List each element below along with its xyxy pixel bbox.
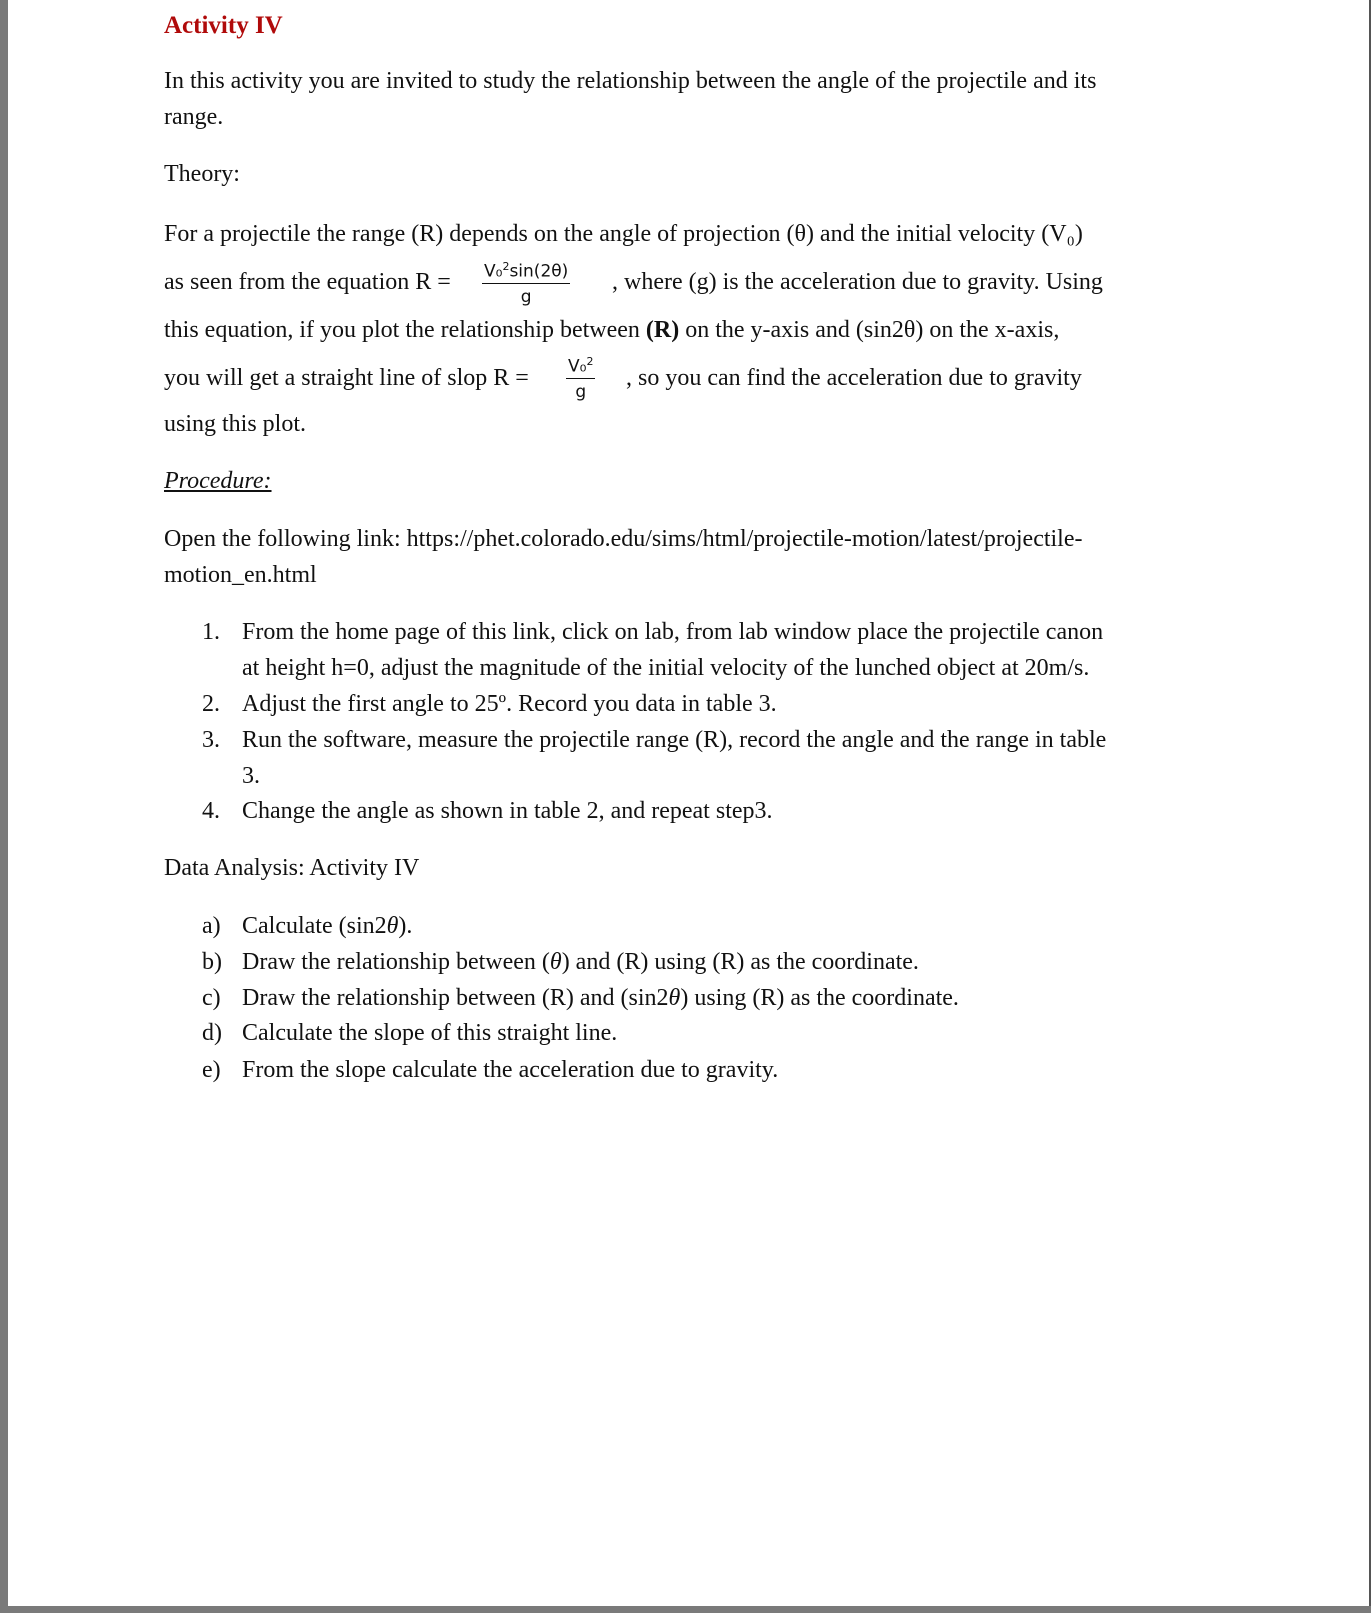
theory-line-1: For a projectile the range (R) depends on the angle of projection (θ) and the initial velocity (V₀) bbox=[164, 221, 1083, 247]
theory-line-3-post: on the y-axis and (sin2θ) on the x-axis, bbox=[685, 317, 1060, 343]
equation-range-fraction bbox=[482, 257, 570, 308]
step-2-number: 2. bbox=[202, 691, 220, 717]
eq1-denominator: g bbox=[520, 286, 532, 307]
analysis-d-label: d) bbox=[202, 1020, 222, 1046]
analysis-c-theta: θ bbox=[668, 985, 681, 1011]
step-3-line-1: Run the software, measure the projectile range (R), record the angle and the range in table bbox=[242, 727, 1107, 753]
analysis-a-pre: Calculate (sin2 bbox=[242, 913, 387, 939]
analysis-b-pre: Draw the relationship between ( bbox=[242, 949, 550, 975]
step-4-number: 4. bbox=[202, 798, 220, 824]
step-3-line-2: 3. bbox=[242, 763, 260, 789]
procedure-heading: Procedure: bbox=[164, 468, 272, 494]
analysis-a-text bbox=[242, 911, 412, 941]
intro-line-2: range. bbox=[164, 104, 224, 130]
analysis-b-post: ) and (R) using (R) as the coordinate. bbox=[561, 949, 919, 975]
theory-line-4-pre: you will get a straight line of slop R = bbox=[164, 365, 529, 391]
step-4-line-1: Change the angle as shown in table 2, and repeat step3. bbox=[242, 798, 773, 824]
equation-slope-fraction bbox=[566, 352, 595, 403]
analysis-heading: Data Analysis: Activity IV bbox=[164, 855, 420, 881]
link-line-1[interactable]: Open the following link: https://phet.colorado.edu/sims/html/projectile-motion/latest/projectile- bbox=[164, 526, 1083, 552]
eq1-numerator-sine: sin(2θ) bbox=[509, 261, 569, 282]
analysis-c-post: ) using (R) as the coordinate. bbox=[680, 985, 959, 1011]
step-1-line-1: From the home page of this link, click on lab, from lab window place the projectile canon bbox=[242, 619, 1104, 645]
analysis-c-label: c) bbox=[202, 985, 221, 1011]
eq2-denominator: g bbox=[575, 381, 587, 402]
step-1-line-2: at height h=0, adjust the magnitude of the initial velocity of the lunched object at 20m/s. bbox=[242, 655, 1090, 681]
analysis-c-pre: Draw the relationship between (R) and (sin2 bbox=[242, 985, 669, 1011]
step-3-number: 3. bbox=[202, 727, 220, 753]
eq1-numerator-exponent: 2 bbox=[502, 260, 510, 273]
analysis-a-theta: θ bbox=[386, 913, 399, 939]
analysis-e-label: e) bbox=[202, 1057, 221, 1083]
step-2-line-1: Adjust the first angle to 25º. Record you data in table 3. bbox=[242, 691, 777, 717]
activity-title: Activity IV bbox=[164, 12, 283, 39]
theory-heading: Theory: bbox=[164, 161, 240, 187]
theory-line-5: using this plot. bbox=[164, 411, 307, 437]
analysis-c-text bbox=[242, 983, 959, 1013]
analysis-a-label: a) bbox=[202, 913, 221, 939]
eq2-numerator-exponent: 2 bbox=[586, 355, 594, 368]
theory-line-3-pre: this equation, if you plot the relationship between bbox=[164, 317, 640, 343]
eq1-numerator-base: V₀ bbox=[484, 261, 503, 282]
document-page bbox=[8, 0, 1371, 1606]
analysis-b-text bbox=[242, 947, 919, 977]
theory-line-4-post: , so you can find the acceleration due to gravity bbox=[626, 365, 1082, 391]
theory-line-3-bold: (R) bbox=[645, 317, 680, 343]
intro-line-1: In this activity you are invited to study the relationship between the angle of the projectile and its bbox=[164, 68, 1097, 94]
eq2-numerator-base: V₀ bbox=[568, 356, 587, 377]
analysis-a-post: ). bbox=[398, 913, 413, 939]
theory-line-2-post: , where (g) is the acceleration due to gravity. Using bbox=[612, 269, 1103, 295]
step-1-number: 1. bbox=[202, 619, 220, 645]
analysis-b-theta: θ bbox=[549, 949, 562, 975]
analysis-e-text: From the slope calculate the acceleration due to gravity. bbox=[242, 1057, 779, 1083]
analysis-d-text: Calculate the slope of this straight line. bbox=[242, 1020, 618, 1046]
theory-line-2-pre: as seen from the equation R = bbox=[164, 269, 451, 295]
analysis-b-label: b) bbox=[202, 949, 222, 975]
link-line-2[interactable]: motion_en.html bbox=[164, 562, 317, 588]
theory-line-3 bbox=[164, 315, 1059, 345]
